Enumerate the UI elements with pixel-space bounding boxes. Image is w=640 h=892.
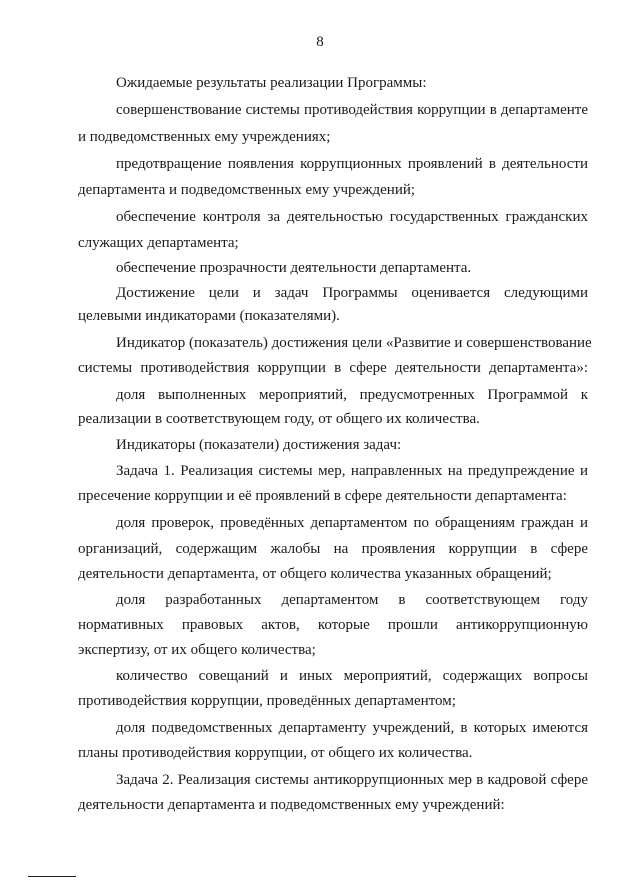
text-line: Задача 1. Реализация системы мер, направленных на предупреждение и <box>116 463 588 479</box>
text-line: реализации в соответствующем году, от общего их количества. <box>78 411 480 427</box>
text-line: доля проверок, проведённых департаментом по обращениям граждан и <box>116 515 588 531</box>
text-line: количество совещаний и иных мероприятий, содержащих вопросы <box>116 668 588 684</box>
footer-rule <box>28 876 76 877</box>
text-line: обеспечение прозрачности деятельности департамента. <box>116 260 472 276</box>
text-line: планы противодействия коррупции, от общего их количества. <box>78 745 473 761</box>
text-line: и подведомственных ему учреждениях; <box>78 129 331 145</box>
text-line: деятельности департамента и подведомственных ему учреждений: <box>78 797 505 813</box>
text-line: Достижение цели и задач Программы оценивается следующими <box>116 285 588 301</box>
text-line: предотвращение появления коррупционных проявлений в деятельности <box>116 156 588 172</box>
text-line: целевыми индикаторами (показателями). <box>78 308 340 324</box>
text-line: совершенствование системы противодействия коррупции в департаменте <box>116 102 588 118</box>
text-line: системы противодействия коррупции в сфере деятельности департамента»: <box>78 360 588 376</box>
text-line: доля подведомственных департаменту учреждений, в которых имеются <box>116 720 588 736</box>
text-line: экспертизу, от их общего количества; <box>78 642 316 658</box>
text-line: Индикатор (показатель) достижения цели «Развитие и совершенствование <box>116 335 592 351</box>
text-line: нормативных правовых актов, которые прошли антикоррупционную <box>78 617 588 633</box>
text-line: доля выполненных мероприятий, предусмотренных Программой к <box>116 387 588 403</box>
text-line: противодействия коррупции, проведённых департаментом; <box>78 693 456 709</box>
text-line: департамента и подведомственных ему учреждений; <box>78 182 416 198</box>
text-line: обеспечение контроля за деятельностью государственных гражданских <box>116 209 588 225</box>
text-line: организаций, содержащим жалобы на проявления коррупции в сфере <box>78 541 588 557</box>
text-line: Ожидаемые результаты реализации Программы: <box>116 75 427 91</box>
text-line: пресечение коррупции и её проявлений в сфере деятельности департамента: <box>78 488 567 504</box>
text-line: служащих департамента; <box>78 235 239 251</box>
text-line: Индикаторы (показатели) достижения задач: <box>116 437 402 453</box>
text-line: Задача 2. Реализация системы антикоррупционных мер в кадровой сфере <box>116 772 588 788</box>
text-line: деятельности департамента, от общего количества указанных обращений; <box>78 566 552 582</box>
text-line: доля разработанных департаментом в соответствующем году <box>116 592 588 608</box>
page-number: 8 <box>316 34 324 50</box>
